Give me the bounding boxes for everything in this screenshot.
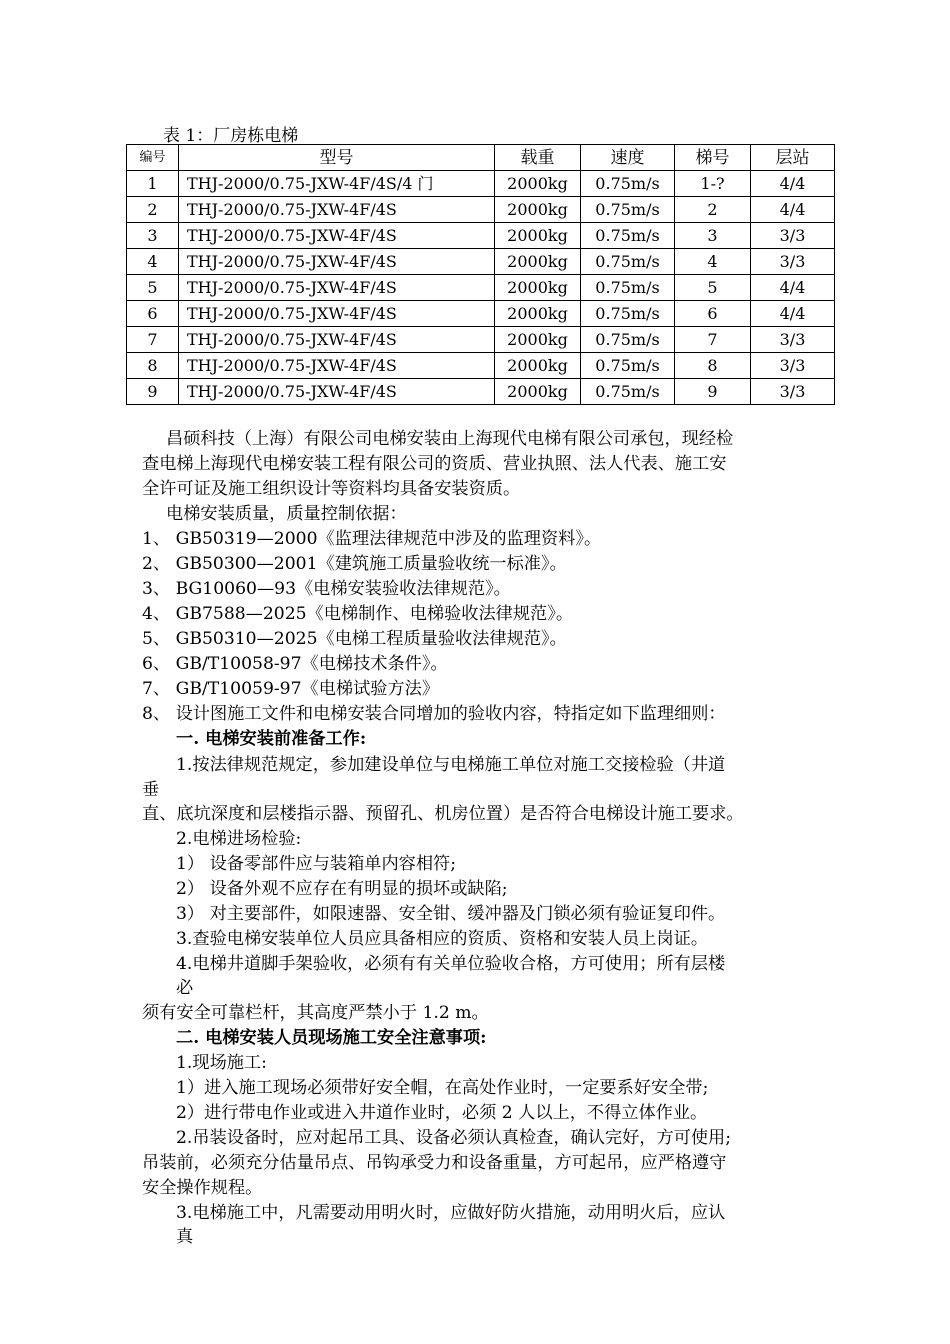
- table-row: [127, 353, 835, 379]
- cell-number: 8: [127, 353, 179, 379]
- cell-floors: 3/3: [751, 327, 835, 353]
- cell-model: THJ-2000/0.75-JXW-4F/4S: [179, 275, 495, 301]
- cell-floors: 4/4: [751, 301, 835, 327]
- table-row: [127, 275, 835, 301]
- basis-item-2: 2、 GB50300—2001《建筑施工质量验收统一标准》。: [142, 554, 567, 574]
- elevator-spec-table: [126, 144, 835, 405]
- cell-load: 2000kg: [495, 171, 581, 197]
- cell-floors: 4/4: [751, 275, 835, 301]
- section-1-item-1-line-3: 直、底坑深度和层楼指示器、预留孔、机房位置）是否符合电梯设计施工要求。: [142, 804, 744, 824]
- header-elevator-no: 梯号: [675, 145, 751, 171]
- intro-line-3: 全许可证及施工组织设计等资料均具备安装资质。: [142, 479, 521, 499]
- cell-model: THJ-2000/0.75-JXW-4F/4S: [179, 301, 495, 327]
- cell-elevator-no: 4: [675, 249, 751, 275]
- section-1-item-2: 2.电梯进场检验:: [176, 829, 302, 849]
- basis-title: 电梯安装质量，质量控制依据：: [166, 504, 407, 524]
- cell-speed: 0.75m/s: [581, 379, 675, 405]
- cell-model: THJ-2000/0.75-JXW-4F/4S: [179, 379, 495, 405]
- basis-item-1: 1、 GB50319—2000《监理法律规范中涉及的监理资料》。: [142, 529, 602, 549]
- table-row: [127, 301, 835, 327]
- cell-model: THJ-2000/0.75-JXW-4F/4S: [179, 327, 495, 353]
- cell-floors: 4/4: [751, 171, 835, 197]
- cell-load: 2000kg: [495, 249, 581, 275]
- cell-model: THJ-2000/0.75-JXW-4F/4S: [179, 249, 495, 275]
- cell-number: 2: [127, 197, 179, 223]
- cell-number: 6: [127, 301, 179, 327]
- basis-item-8: 8、 设计图施工文件和电梯安装合同增加的验收内容，特指定如下监理细则：: [142, 704, 726, 724]
- header-number: 编号: [127, 145, 179, 171]
- cell-number: 3: [127, 223, 179, 249]
- intro-line-2: 查电梯上海现代电梯安装工程有限公司的资质、营业执照、法人代表、施工安: [142, 454, 727, 474]
- basis-item-7: 7、 GB/T10059-97《电梯试验方法》: [142, 679, 440, 699]
- section-1-title: 一. 电梯安装前准备工作:: [176, 729, 367, 749]
- table-caption: 表 1：厂房栋电梯: [163, 126, 299, 146]
- section-1-item-2-sub-2: 2） 设备外观不应存在有明显的损坏或缺陷;: [176, 879, 508, 899]
- basis-item-4: 4、 GB7588—2025《电梯制作、电梯验收法律规范》。: [142, 604, 574, 624]
- basis-item-5: 5、 GB50310—2025《电梯工程质量验收法律规范》。: [142, 629, 567, 649]
- cell-elevator-no: 5: [675, 275, 751, 301]
- cell-elevator-no: 6: [675, 301, 751, 327]
- section-2-item-2-line-1: 2.吊装设备时，应对起吊工具、设备必须认真检查，确认完好，方可使用;: [176, 1128, 732, 1148]
- section-2-item-1-sub-1: 1）进入施工现场必须带好安全帽，在高处作业时，一定要系好安全带;: [176, 1078, 709, 1098]
- cell-load: 2000kg: [495, 379, 581, 405]
- section-1-item-1-line-2: 垂: [142, 780, 160, 800]
- basis-item-3: 3、 BG10060—93《电梯安装验收法律规范》。: [142, 579, 511, 599]
- section-2-item-3-line-2: 真: [176, 1227, 194, 1247]
- cell-number: 4: [127, 249, 179, 275]
- cell-speed: 0.75m/s: [581, 327, 675, 353]
- header-speed: 速度: [581, 145, 675, 171]
- cell-number: 1: [127, 171, 179, 197]
- table-header-row: [127, 145, 835, 171]
- section-2-title: 二. 电梯安装人员现场施工安全注意事项:: [176, 1028, 487, 1048]
- table-row: [127, 223, 835, 249]
- table-row: [127, 249, 835, 275]
- cell-load: 2000kg: [495, 223, 581, 249]
- section-1-item-4-line-1: 4.电梯井道脚手架验收，必须有有关单位验收合格，方可使用；所有层楼: [176, 954, 726, 974]
- section-2-item-3-line-1: 3.电梯施工中，凡需要动用明火时，应做好防火措施，动用明火后，应认: [176, 1203, 726, 1223]
- cell-number: 9: [127, 379, 179, 405]
- cell-speed: 0.75m/s: [581, 353, 675, 379]
- cell-number: 5: [127, 275, 179, 301]
- header-load: 载重: [495, 145, 581, 171]
- table-row: [127, 379, 835, 405]
- cell-load: 2000kg: [495, 353, 581, 379]
- cell-speed: 0.75m/s: [581, 301, 675, 327]
- intro-line-1: 昌硕科技（上海）有限公司电梯安装由上海现代电梯有限公司承包，现经检: [166, 429, 734, 449]
- cell-elevator-no: 8: [675, 353, 751, 379]
- cell-elevator-no: 3: [675, 223, 751, 249]
- section-2-item-1: 1.现场施工:: [176, 1053, 267, 1073]
- cell-elevator-no: 7: [675, 327, 751, 353]
- cell-load: 2000kg: [495, 275, 581, 301]
- cell-elevator-no: 1-?: [675, 171, 751, 197]
- cell-elevator-no: 2: [675, 197, 751, 223]
- header-model: 型号: [179, 145, 495, 171]
- table-row: [127, 171, 835, 197]
- basis-item-6: 6、 GB/T10058-97《电梯技术条件》。: [142, 654, 448, 674]
- section-2-item-2-line-3: 安全操作规程。: [142, 1178, 263, 1198]
- section-1-item-2-sub-1: 1） 设备零部件应与装箱单内容相符;: [176, 854, 457, 874]
- section-1-item-3: 3.查验电梯安装单位人员应具备相应的资质、资格和安装人员上岗证。: [176, 929, 709, 949]
- header-floors: 层站: [751, 145, 835, 171]
- cell-speed: 0.75m/s: [581, 171, 675, 197]
- cell-model: THJ-2000/0.75-JXW-4F/4S: [179, 197, 495, 223]
- cell-floors: 4/4: [751, 197, 835, 223]
- cell-floors: 3/3: [751, 223, 835, 249]
- section-2-item-2-line-2: 吊装前，必须充分估量吊点、吊钩承受力和设备重量，方可起吊，应严格遵守: [142, 1153, 727, 1173]
- cell-load: 2000kg: [495, 197, 581, 223]
- section-1-item-2-sub-3: 3） 对主要部件，如限速器、安全钳、缓冲器及门锁必须有验证复印件。: [176, 904, 726, 924]
- cell-speed: 0.75m/s: [581, 223, 675, 249]
- cell-floors: 3/3: [751, 379, 835, 405]
- cell-speed: 0.75m/s: [581, 249, 675, 275]
- cell-speed: 0.75m/s: [581, 197, 675, 223]
- cell-model: THJ-2000/0.75-JXW-4F/4S: [179, 353, 495, 379]
- cell-load: 2000kg: [495, 301, 581, 327]
- cell-floors: 3/3: [751, 353, 835, 379]
- section-2-item-1-sub-2: 2）进行带电作业或进入井道作业时，必须 2 人以上，不得立体作业。: [176, 1103, 708, 1123]
- section-1-item-1-line-1: 1.按法律规范规定，参加建设单位与电梯施工单位对施工交接检验（井道: [176, 755, 726, 775]
- cell-model: THJ-2000/0.75-JXW-4F/4S: [179, 223, 495, 249]
- cell-number: 7: [127, 327, 179, 353]
- cell-model: THJ-2000/0.75-JXW-4F/4S/4 门: [179, 171, 495, 197]
- cell-elevator-no: 9: [675, 379, 751, 405]
- cell-speed: 0.75m/s: [581, 275, 675, 301]
- table-row: [127, 197, 835, 223]
- cell-floors: 3/3: [751, 249, 835, 275]
- cell-load: 2000kg: [495, 327, 581, 353]
- section-1-item-4-line-2: 必: [176, 978, 194, 998]
- section-1-item-4-line-3: 须有安全可靠栏杆，其高度严禁小于 1.2 m。: [142, 1003, 489, 1023]
- table-row: [127, 327, 835, 353]
